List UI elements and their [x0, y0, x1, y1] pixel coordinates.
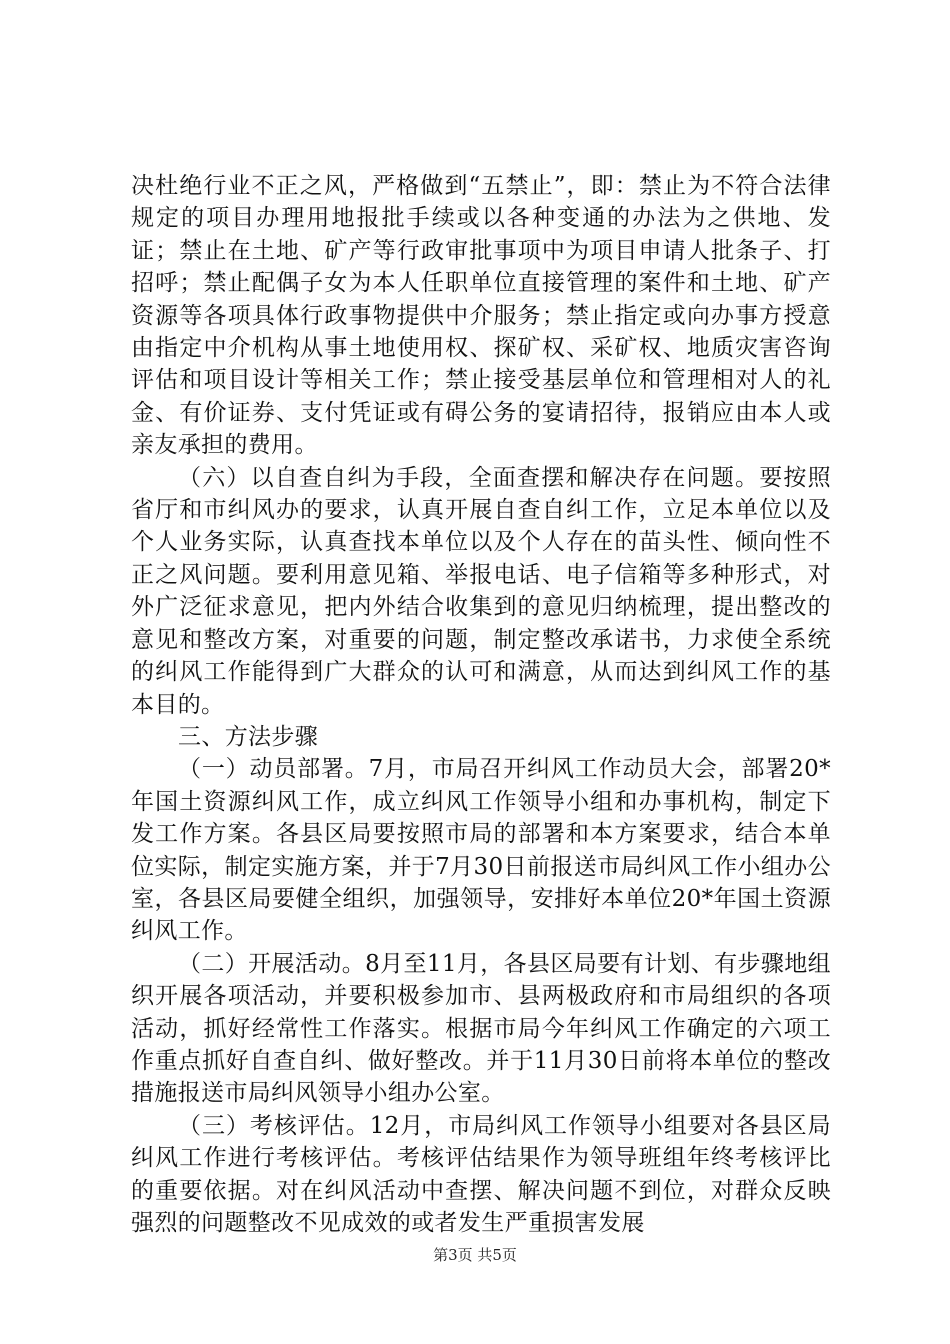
document-body: [131, 170, 831, 1239]
paragraph-step-two: （二）开展活动。8月至11月，各县区局要有计划、有步骤地组织开展各项活动，并要积极参加市、县两极政府和市局组织的各项活动，抓好经常性工作落实。根据市局今年纠风工作确定的六项工作重点抓好自查自纠、做好整改。并于11月30日前将本单位的整改措施报送市局纠风领导小组办公室。: [131, 950, 831, 1107]
page-number-footer: 第3页 共5页: [433, 1246, 517, 1264]
paragraph-step-one: （一）动员部署。7月，市局召开纠风工作动员大会，部署20*年国土资源纠风工作，成立纠风工作领导小组和办事机构，制定下发工作方案。各县区局要按照市局的部署和本方案要求，结合本单位实际，制定实施方案，并于7月30日前报送市局纠风工作小组办公室，各县区局要健全组织，加强领导，安排好本单位20*年国土资源纠风工作。: [131, 756, 831, 945]
section-heading-methods: 三、方法步骤: [178, 723, 319, 750]
paragraph-step-three: （三）考核评估。12月，市局纠风工作领导小组要对各县区局纠风工作进行考核评估。考核评估结果作为领导班组年终考核评比的重要依据。对在纠风活动中查摆、解决问题不到位，对群众反映强烈的问题整改不见成效的或者发生严重损害发展: [131, 1112, 831, 1236]
paragraph-item-six: （六）以自查自纠为手段，全面查摆和解决存在问题。要按照省厅和市纠风办的要求，认真开展自查自纠工作，立足本单位以及个人业务实际，认真查找本单位以及个人存在的苗头性、倾向性不正之风问题。要利用意见箱、举报电话、电子信箱等多种形式，对外广泛征求意见，把内外结合收集到的意见归纳梳理，提出整改的意见和整改方案，对重要的问题，制定整改承诺书，力求使全系统的纠风工作能得到广大群众的认可和满意，从而达到纠风工作的基本目的。: [131, 464, 831, 718]
paragraph-five-prohibitions: 决杜绝行业不正之风，严格做到“五禁止”，即：禁止为不符合法律规定的项目办理用地报批手续或以各种变通的办法为之供地、发证；禁止在土地、矿产等行政审批事项中为项目申请人批条子、打招呼；禁止配偶子女为本人任职单位直接管理的案件和土地、矿产资源等各项具体行政事物提供中介服务；禁止指定或向办事方授意由指定中介机构从事土地使用权、探矿权、采矿权、地质灾害咨询评估和项目设计等相关工作；禁止接受基层单位和管理相对人的礼金、有价证券、支付凭证或有碍公务的宴请招待，报销应由本人或亲友承担的费用。: [131, 173, 831, 459]
